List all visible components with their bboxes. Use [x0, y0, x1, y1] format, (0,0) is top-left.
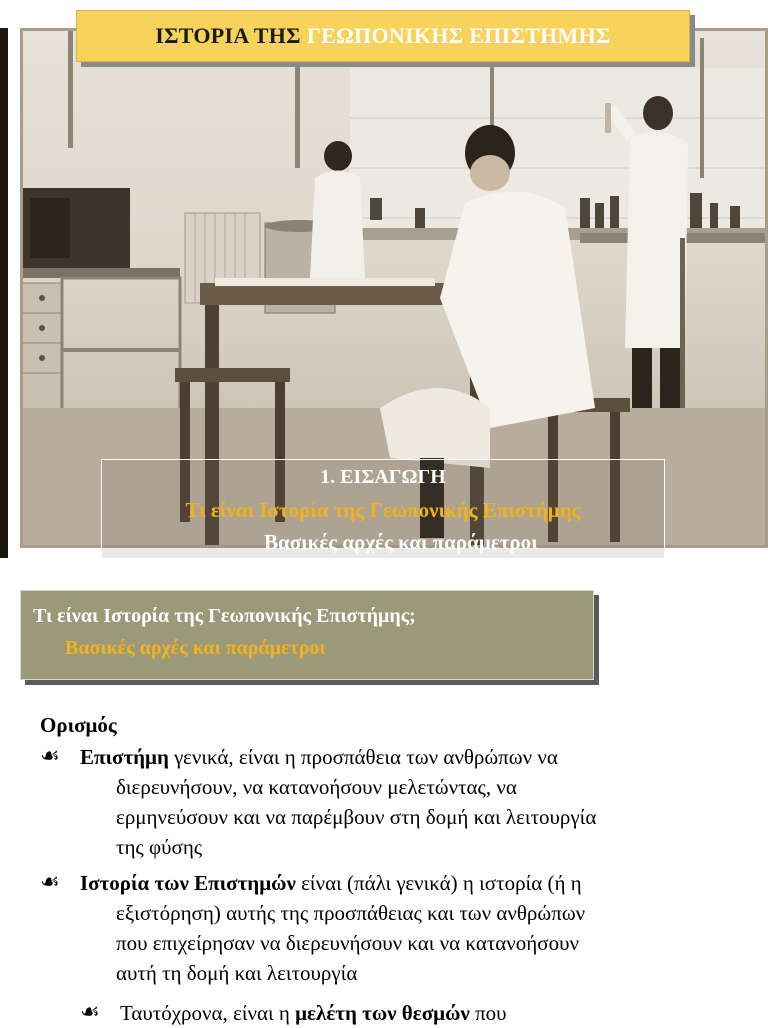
caption-line-3: Βασικές αρχές και παράμετροι	[264, 530, 538, 554]
ornamental-bullet-icon: ☙	[80, 1000, 100, 1025]
sub-bullet-suffix: που	[469, 1001, 507, 1025]
title-dark-part: ΙΣΤΟΡΙΑ ΤΗΣ	[155, 23, 301, 48]
sub-bullet-term: μελέτη των θεσμών	[295, 1001, 470, 1025]
caption-line-2: Τι είναι Ιστορία της Γεωπονικής Επιστήμης	[185, 498, 581, 522]
bullet-text: ερμηνεύσουν και να παρέμβουν στη δομή και λειτουργία	[116, 805, 597, 829]
section-header	[20, 590, 594, 680]
bullet-term: Ιστορία των Επιστημών	[80, 871, 296, 895]
bullet-text: αυτή τη δομή και λειτουργία	[116, 961, 358, 985]
slide-edge	[0, 28, 8, 558]
bullet-text: είναι (πάλι γενικά) η ιστορία (ή η	[295, 871, 582, 895]
slide-title	[76, 10, 690, 62]
bullet-text: εξιστόρηση) αυτής της προσπάθειας και των ανθρώπων	[116, 901, 586, 925]
definition-title: Ορισμός	[40, 713, 117, 737]
ornamental-bullet-icon: ☙	[40, 870, 60, 895]
sub-bullet-prefix: Ταυτόχρονα, είναι η	[120, 1001, 296, 1025]
section-header-line-2: Βασικές αρχές και παράμετροι	[65, 637, 326, 659]
definition-content	[40, 710, 740, 1028]
title-light-part: ΓΕΩΠΟΝΙΚΗΣ ΕΠΙΣΤΗΜΗΣ	[306, 23, 611, 48]
bullet-text: που επιχείρησαν να διερευνήσουν και να κατανοήσουν	[116, 931, 579, 955]
section-header-line-1: Τι είναι Ιστορία της Γεωπονικής Επιστήμης;	[33, 605, 416, 627]
list-item	[40, 742, 740, 862]
ornamental-bullet-icon: ☙	[40, 744, 60, 769]
list-item	[40, 868, 740, 988]
bullet-text: της φύσης	[116, 835, 203, 859]
bullet-text: γενικά, είναι η προσπάθεια των ανθρώπων να	[168, 745, 558, 769]
bullet-term: Επιστήμη	[80, 745, 169, 769]
photo-caption	[101, 459, 665, 559]
caption-line-1: 1. ΕΙΣΑΓΩΓΗ	[320, 466, 446, 488]
bullet-text: διερευνήσουν, να κατανοήσουν μελετώντας, να	[116, 775, 517, 799]
